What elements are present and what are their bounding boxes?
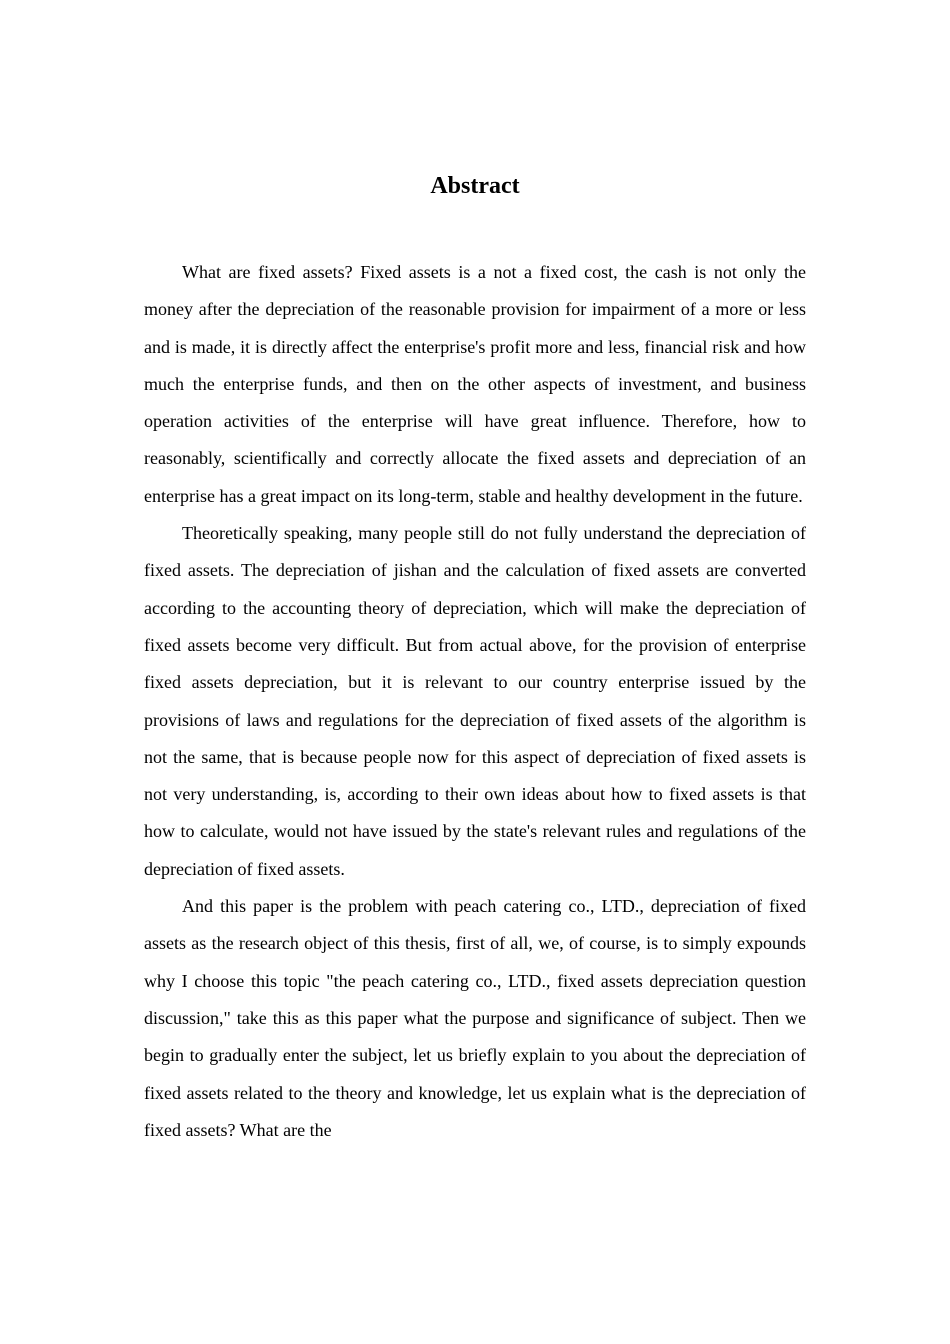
paragraph-1: What are fixed assets? Fixed assets is a not a fixed cost, the cash is not only the money after the depreciation of the reasonable provision for impairment of a more or less and is made, it is directly affect the enterprise's profit more and less, financial risk and how much the enterprise funds, and then on the other aspects of investment, and business operation activities of the enterprise will have great influence. Therefore, how to reasonably, scientifically and correctly allocate the fixed assets and depreciation of an enterprise has a great impact on its long-term, stable and healthy development in the future. (144, 262, 806, 506)
paragraph-3: And this paper is the problem with peach catering co., LTD., depreciation of fixed assets as the research object of this thesis, first of all, we, of course, is to simply expounds why I choose this topic "the peach catering co., LTD., fixed assets depreciation question discussion," take this as this paper what the purpose and significance of subject. Then we begin to gradually enter the subject, let us briefly explain to you about the depreciation of fixed assets related to the theory and knowledge, let us explain what is the depreciation of fixed assets? What are the (144, 896, 806, 1140)
page-title: Abstract (430, 173, 520, 199)
paragraph-2: Theoretically speaking, many people still do not fully understand the depreciation of fixed assets. The depreciation of jishan and the calculation of fixed assets are converted according to the accounting theory of depreciation, which will make the depreciation of fixed assets become very difficult. But from actual above, for the provision of enterprise fixed assets depreciation, but it is relevant to our country enterprise issued by the provisions of laws and regulations for the depreciation of fixed assets of the algorithm is not the same, that is because people now for this aspect of depreciation of fixed assets is not very understanding, is, according to their own ideas about how to fixed assets is that how to calculate, would not have issued by the state's relevant rules and regulations of the depreciation of fixed assets. (144, 523, 806, 879)
abstract-body (144, 254, 806, 1149)
